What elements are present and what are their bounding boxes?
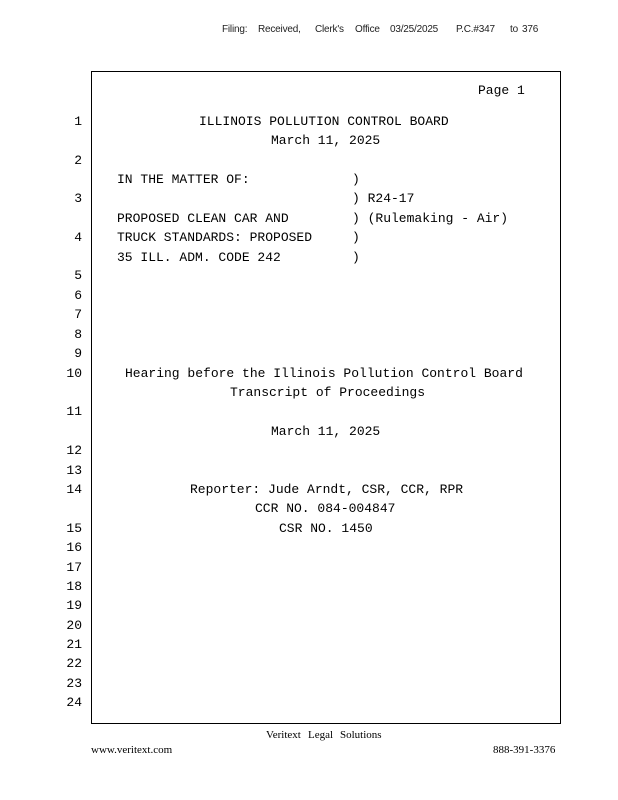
hearing-date-top: March 11, 2025: [271, 133, 381, 148]
line-number: 22: [66, 656, 82, 671]
line-number: 8: [74, 327, 82, 342]
line-number: 1: [74, 114, 82, 129]
footer-phone: 888-391-3376: [493, 744, 556, 756]
line-number: 23: [66, 676, 82, 691]
line-number: 3: [74, 191, 82, 206]
line-number: 9: [74, 346, 82, 361]
line-number: 4: [74, 230, 82, 245]
line-number: 12: [66, 443, 82, 458]
docket-type: ) (Rulemaking - Air): [352, 211, 509, 226]
caption-paren: ): [352, 250, 360, 265]
line-number: 5: [74, 268, 82, 283]
line-number: 2: [74, 153, 82, 168]
line-number: 6: [74, 288, 82, 303]
line-number: 11: [66, 404, 82, 419]
reporter-name: Reporter: Jude Arndt, CSR, CCR, RPR: [190, 482, 464, 497]
filing-to: to: [510, 24, 518, 35]
board-title: ILLINOIS POLLUTION CONTROL BOARD: [199, 114, 449, 129]
filing-date: 03/25/2025: [390, 24, 439, 35]
csr-number: CSR NO. 1450: [279, 521, 373, 536]
filing-header: [0, 24, 618, 40]
caption-paren: ): [352, 230, 360, 245]
filing-office: Office: [355, 24, 380, 35]
filing-label: Filing:: [222, 24, 248, 35]
line-number: 16: [66, 540, 82, 555]
line-number: 20: [66, 618, 82, 633]
filing-page-count: 376: [522, 24, 539, 35]
line-number: 21: [66, 637, 82, 652]
line-number: 15: [66, 521, 82, 536]
filing-clerks: Clerk's: [315, 24, 344, 35]
proceedings-title: Transcript of Proceedings: [230, 385, 426, 400]
hearing-date-mid: March 11, 2025: [271, 424, 381, 439]
caption-line-3: 35 ILL. ADM. CODE 242: [117, 250, 281, 265]
line-number: 18: [66, 579, 82, 594]
filing-received: Received,: [258, 24, 301, 35]
line-number: 17: [66, 560, 82, 575]
line-number: 14: [66, 482, 82, 497]
footer-company-a: Veritext: [266, 729, 301, 741]
line-number: 7: [74, 307, 82, 322]
ccr-number: CCR NO. 084-004847: [255, 501, 396, 516]
line-number: 10: [66, 366, 82, 381]
line-number: 24: [66, 695, 82, 710]
caption-paren: ): [352, 172, 360, 187]
matter-heading: IN THE MATTER OF:: [117, 172, 250, 187]
caption-line-2: TRUCK STANDARDS: PROPOSED: [117, 230, 313, 245]
footer-website: www.veritext.com: [91, 744, 173, 756]
filing-pc-number: P.C.#347: [456, 24, 495, 35]
caption-line-1: PROPOSED CLEAN CAR AND: [117, 211, 289, 226]
docket-number: ) R24-17: [352, 191, 415, 206]
page-label: Page 1: [478, 83, 525, 98]
footer-company-b: Legal: [308, 729, 334, 741]
line-number: 19: [66, 598, 82, 613]
hearing-title: Hearing before the Illinois Pollution Control Board: [125, 366, 523, 381]
line-number: 13: [66, 463, 82, 478]
footer-company-c: Solutions: [340, 729, 382, 741]
